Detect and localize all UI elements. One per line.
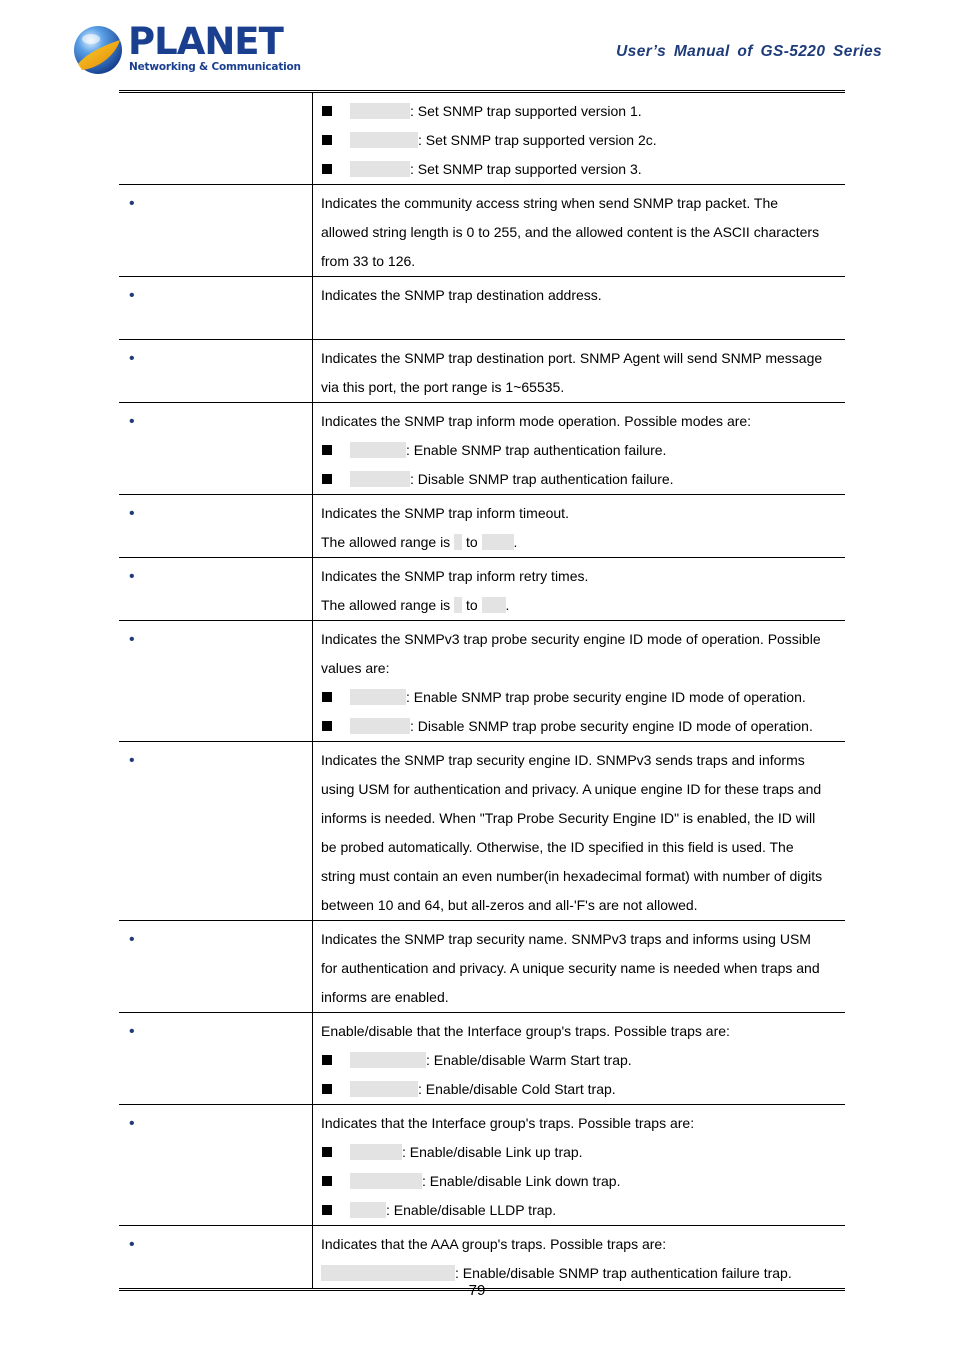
parameter-name-cell xyxy=(119,92,313,185)
option-label-placeholder xyxy=(350,1052,426,1068)
table-row xyxy=(119,921,845,1013)
option-description: : Enable SNMP trap authentication failure. xyxy=(406,442,667,458)
parameter-name-cell xyxy=(119,1105,313,1226)
parameter-description-cell xyxy=(313,921,846,1013)
bullet-icon: • xyxy=(129,1023,135,1040)
description-line: Indicates that the AAA group's traps. Possible traps are: xyxy=(321,1236,667,1252)
table-row xyxy=(119,403,845,495)
option-label-placeholder xyxy=(350,442,406,458)
table-row xyxy=(119,92,845,185)
parameter-name-cell xyxy=(119,495,313,558)
description-line: Indicates the SNMPv3 trap probe security engine ID mode of operation. Possible xyxy=(321,631,821,647)
option-item xyxy=(321,712,837,741)
globe-logo-icon xyxy=(72,24,124,76)
option-description: : Set SNMP trap supported version 1. xyxy=(410,103,642,119)
description-line: for authentication and privacy. A unique security name is needed when traps and xyxy=(321,960,820,976)
description-line: from 33 to 126. xyxy=(321,253,416,269)
square-bullet-icon xyxy=(322,135,332,145)
option-label-placeholder xyxy=(321,1265,455,1281)
parameter-table xyxy=(119,90,845,1291)
description-line: informs are enabled. xyxy=(321,989,449,1005)
option-label-placeholder xyxy=(350,1202,386,1218)
bullet-icon: • xyxy=(129,1115,135,1132)
parameter-name-cell xyxy=(119,921,313,1013)
range-line xyxy=(321,591,837,620)
option-item xyxy=(321,436,837,465)
description-line: Indicates the SNMP trap security name. SNMPv3 traps and informs using USM xyxy=(321,931,811,947)
range-prefix: The allowed range is xyxy=(321,597,455,613)
description-line: Indicates the SNMP trap inform retry times. xyxy=(321,568,589,584)
description-line: Indicates the SNMP trap inform mode operation. Possible modes are: xyxy=(321,413,752,429)
table-row xyxy=(119,495,845,558)
description-line: be probed automatically. Otherwise, the ID specified in this field is used. The xyxy=(321,839,794,855)
square-bullet-icon xyxy=(322,1055,332,1065)
option-item xyxy=(321,1138,837,1167)
manual-title: User’s Manual of GS-5220 Series xyxy=(616,43,882,60)
range-separator: to xyxy=(462,597,482,613)
option-description: : Disable SNMP trap authentication failure. xyxy=(410,471,674,487)
parameter-name-cell xyxy=(119,185,313,277)
square-bullet-icon xyxy=(322,1084,332,1094)
square-bullet-icon xyxy=(322,721,332,731)
bullet-icon: • xyxy=(129,931,135,948)
parameter-name-cell xyxy=(119,340,313,403)
description-line: Indicates the SNMP trap destination address. xyxy=(321,287,602,303)
parameter-description-cell xyxy=(313,340,846,403)
table-row xyxy=(119,340,845,403)
range-min-placeholder xyxy=(454,534,462,550)
parameter-name-cell xyxy=(119,1226,313,1290)
option-label-placeholder xyxy=(350,718,410,734)
option-label-placeholder xyxy=(350,1173,422,1189)
option-item xyxy=(321,1075,837,1104)
description-line: via this port, the port range is 1~65535. xyxy=(321,379,565,395)
description-line: string must contain an even number(in hexadecimal format) with number of digits xyxy=(321,868,823,884)
bullet-icon: • xyxy=(129,350,135,367)
description-line: Indicates the SNMP trap inform timeout. xyxy=(321,505,569,521)
option-description: : Enable/disable Link down trap. xyxy=(422,1173,621,1189)
table-row xyxy=(119,1105,845,1226)
option-description: : Enable/disable Warm Start trap. xyxy=(426,1052,632,1068)
square-bullet-icon xyxy=(322,164,332,174)
table-row xyxy=(119,1013,845,1105)
range-line xyxy=(321,528,837,557)
bullet-icon: • xyxy=(129,1236,135,1253)
option-label-placeholder xyxy=(350,1081,418,1097)
square-bullet-icon xyxy=(322,474,332,484)
parameter-name-cell xyxy=(119,742,313,921)
option-item xyxy=(321,683,837,712)
parameter-description-cell xyxy=(313,495,846,558)
parameter-name-cell xyxy=(119,621,313,742)
option-item xyxy=(321,1046,837,1075)
square-bullet-icon xyxy=(322,1205,332,1215)
parameter-description-cell xyxy=(313,621,846,742)
range-max-placeholder xyxy=(482,597,506,613)
bullet-icon: • xyxy=(129,505,135,522)
option-label-placeholder xyxy=(350,103,410,119)
square-bullet-icon xyxy=(322,1147,332,1157)
option-label-placeholder xyxy=(350,132,418,148)
description-line: Indicates the SNMP trap security engine ID. SNMPv3 sends traps and informs xyxy=(321,752,805,768)
parameter-description-cell xyxy=(313,277,846,340)
bullet-icon: • xyxy=(129,568,135,585)
description-line: values are: xyxy=(321,660,390,676)
option-item xyxy=(321,1167,837,1196)
square-bullet-icon xyxy=(322,106,332,116)
parameter-name-cell xyxy=(119,1013,313,1105)
parameter-name-cell xyxy=(119,558,313,621)
option-item xyxy=(321,1196,837,1225)
table-row xyxy=(119,742,845,921)
option-label-placeholder xyxy=(350,689,406,705)
square-bullet-icon xyxy=(322,692,332,702)
option-description: : Enable/disable LLDP trap. xyxy=(386,1202,557,1218)
parameter-description-cell xyxy=(313,558,846,621)
parameter-table-body xyxy=(119,92,845,1290)
option-description: : Set SNMP trap supported version 3. xyxy=(410,161,642,177)
table-row xyxy=(119,1226,845,1290)
description-line: using USM for authentication and privacy. A unique engine ID for these traps and xyxy=(321,781,822,797)
brand-tagline: Networking & Communication xyxy=(129,61,301,73)
option-description: : Enable/disable Link up trap. xyxy=(402,1144,583,1160)
table-row xyxy=(119,185,845,277)
option-item xyxy=(321,126,837,155)
table-row xyxy=(119,558,845,621)
option-label-placeholder xyxy=(350,471,410,487)
description-line: informs is needed. When "Trap Probe Security Engine ID" is enabled, the ID will xyxy=(321,810,816,826)
range-prefix: The allowed range is xyxy=(321,534,455,550)
square-bullet-icon xyxy=(322,1176,332,1186)
option-item xyxy=(321,155,837,184)
table-row xyxy=(119,277,845,340)
parameter-description-cell xyxy=(313,185,846,277)
bullet-icon: • xyxy=(129,413,135,430)
page-number: 79 xyxy=(468,1282,486,1299)
parameter-description-cell xyxy=(313,1105,846,1226)
description-line: Enable/disable that the Interface group's traps. Possible traps are: xyxy=(321,1023,730,1039)
option-item xyxy=(321,465,837,494)
parameter-description-cell xyxy=(313,1226,846,1290)
option-description: : Disable SNMP trap probe security engine ID mode of operation. xyxy=(410,718,813,734)
parameter-name-cell xyxy=(119,277,313,340)
range-separator: to xyxy=(462,534,482,550)
parameter-description-cell xyxy=(313,742,846,921)
bullet-icon: • xyxy=(129,631,135,648)
option-item xyxy=(321,97,837,126)
option-description: : Enable/disable SNMP trap authentication failure trap. xyxy=(455,1265,792,1281)
option-description: : Enable/disable Cold Start trap. xyxy=(418,1081,616,1097)
option-description: : Enable SNMP trap probe security engine ID mode of operation. xyxy=(406,689,806,705)
option-description: : Set SNMP trap supported version 2c. xyxy=(418,132,657,148)
bullet-icon: • xyxy=(129,195,135,212)
description-line: Indicates the community access string when send SNMP trap packet. The xyxy=(321,195,779,211)
description-line: Indicates that the Interface group's traps. Possible traps are: xyxy=(321,1115,695,1131)
bullet-icon: • xyxy=(129,287,135,304)
range-max-placeholder xyxy=(482,534,514,550)
planet-logo xyxy=(72,20,301,78)
bullet-icon: • xyxy=(129,752,135,769)
description-line: allowed string length is 0 to 255, and the allowed content is the ASCII characters xyxy=(321,224,820,240)
parameter-name-cell xyxy=(119,403,313,495)
range-suffix: . xyxy=(505,597,510,613)
square-bullet-icon xyxy=(322,445,332,455)
brand-name: PLANET xyxy=(128,20,283,63)
parameter-description-cell xyxy=(313,92,846,185)
parameter-description-cell xyxy=(313,403,846,495)
range-suffix: . xyxy=(513,534,518,550)
range-min-placeholder xyxy=(454,597,462,613)
option-label-placeholder xyxy=(350,1144,402,1160)
parameter-description-cell xyxy=(313,1013,846,1105)
table-row xyxy=(119,621,845,742)
description-line: Indicates the SNMP trap destination port. SNMP Agent will send SNMP message xyxy=(321,350,823,366)
option-label-placeholder xyxy=(350,161,410,177)
description-line: between 10 and 64, but all-zeros and all-'F's are not allowed. xyxy=(321,897,698,913)
